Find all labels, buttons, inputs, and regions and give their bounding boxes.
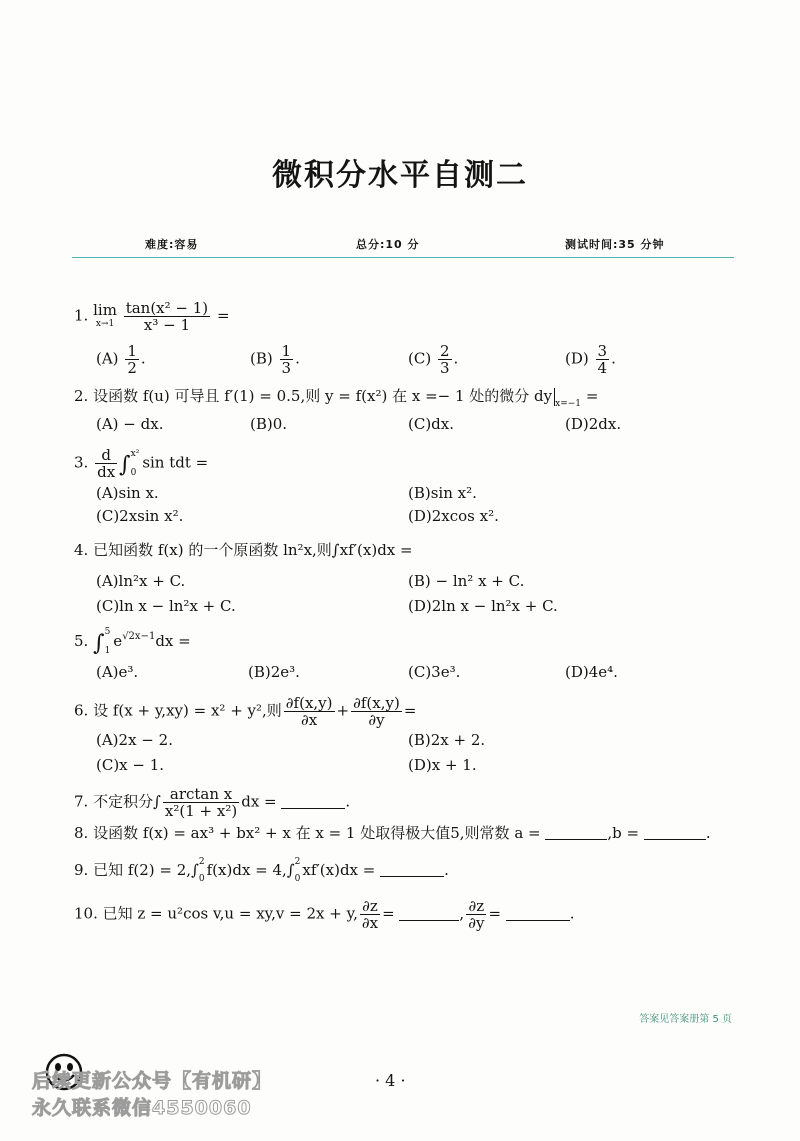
period: . [345,792,351,811]
question-5 [74,627,191,657]
period: . [140,349,146,368]
exponent: √2x−1 [122,631,156,642]
upper-limit: x² [130,448,140,459]
upper-limit: 5 [104,627,111,637]
differential: dx = [155,632,191,650]
base-e: e [113,632,123,650]
equals: = [216,306,230,325]
denominator: 3 [281,359,292,377]
plus: + [336,701,350,720]
numerator: 2 [439,342,450,360]
question-1 [74,300,230,333]
test-time-label: 测试时间:35 分钟 [565,238,665,251]
numerator: d [95,447,117,464]
question-text: 7. 不定积分∫ [74,792,161,811]
evaluation-subscript: x=−1 [555,399,582,409]
question-3 [74,447,208,480]
option-label: (A) [96,349,119,368]
question-text: f(x)dx = 4,∫ [206,861,295,879]
upper-limit: 2 [198,857,205,867]
limit-subscript: x→1 [95,318,115,329]
option-b: (B) − ln² x + C. [408,572,525,590]
option-a: (A)ln²x + C. [96,572,186,590]
numerator: arctan x [163,786,239,803]
equals: = [488,904,502,923]
denominator: 4 [597,359,608,377]
page-title: 微积分水平自测二 [272,158,528,193]
question-2 [74,387,598,413]
option-d [565,343,616,376]
option-c: (C)3e³. [408,663,461,681]
lower-limit: 1 [104,646,111,656]
period: . [444,861,449,879]
option-d: (D)2dx. [565,415,622,433]
option-a [96,343,146,376]
numerator: ∂f(x,y) [285,694,333,712]
page-number: · 4 · [375,1071,406,1090]
question-text: 8. 设函数 f(x) = ax³ + bx² + x 在 x = 1 处取得极大值5,则常数 a = [74,824,541,842]
denominator: x³ − 1 [143,316,190,334]
numerator: 1 [127,342,137,360]
option-c [408,343,458,376]
equals: = [382,904,395,923]
period: . [453,349,459,368]
option-b: (B)0. [250,415,288,433]
question-text: 10. 已知 z = u²cos v,u = xy,v = 2x + y, [74,904,358,923]
denominator: x²(1 + x²) [164,802,238,820]
option-c: (C)2xsin x². [96,507,184,525]
denominator: ∂x [361,914,379,932]
option-b: (B)sin x². [408,484,477,502]
question-text: 2. 设函数 f(u) 可导且 f′(1) = 0.5,则 y = f(x²) 在 x =− 1 处的微分 dy [74,387,553,405]
period: . [569,904,575,923]
denominator: ∂y [368,711,385,729]
total-score-label: 总分:10 分 [356,238,420,251]
denominator: dx [97,463,116,481]
question-text: 9. 已知 f(2) = 2,∫ [74,861,199,879]
numerator: 3 [597,342,608,360]
header-divider [72,257,734,258]
difficulty-label: 难度:容易 [145,238,199,251]
question-number: 1. [74,306,89,325]
option-a: (A)e³. [96,663,139,681]
option-b: (B)2e³. [248,663,300,681]
answer-blank-dzdy[interactable] [506,920,570,921]
integral-sign: ∫ [93,631,105,656]
question-number: 5. [74,632,89,650]
integrand: sin tdt = [142,453,209,472]
option-d: (D)2ln x − ln²x + C. [408,597,558,615]
watermark-line-2: 永久联系微信4550060 [32,1097,252,1119]
comma: , [459,904,465,923]
option-c: (C)dx. [408,415,455,433]
option-c: (C)ln x − ln²x + C. [96,597,236,615]
denominator: 2 [127,359,137,377]
numerator: tan(x² − 1) [125,299,209,317]
option-c: (C)x − 1. [96,756,165,774]
answer-blank-a[interactable] [545,839,607,840]
integral-sign: ∫ [119,452,131,478]
numerator: 1 [281,342,292,360]
lower-limit: 0 [294,874,301,884]
option-a: (A)sin x. [96,484,159,502]
question-9 [74,857,449,885]
question-6 [74,695,416,728]
denominator: ∂y [468,914,485,932]
numerator: ∂z [466,898,486,915]
answer-blank-dzdx[interactable] [399,920,459,921]
numerator: ∂f(x,y) [353,694,400,712]
question-text: xf′(x)dx = [302,861,376,879]
question-text: ,b = [607,824,640,842]
answer-reference-note: 答案见答案册第 5 页 [639,1014,732,1025]
answer-blank-b[interactable] [644,839,706,840]
fraction [124,300,210,333]
option-d: (D)4e⁴. [565,663,618,681]
option-d: (D)2xcos x². [408,507,499,525]
upper-limit: 2 [294,857,301,867]
option-b: (B)2x + 2. [408,731,486,749]
option-d: (D)x + 1. [408,756,477,774]
limit [93,300,117,331]
watermark-line-1: 后续更新公众号【有机研】 [32,1070,273,1092]
period: . [705,824,711,842]
answer-blank[interactable] [380,876,444,877]
option-label: (B) [250,349,273,368]
option-label: (C) [408,349,432,368]
differential: dx = [241,792,277,811]
option-a: (A)2x − 2. [96,731,173,749]
denominator: 3 [439,359,450,377]
question-10 [74,898,575,931]
question-7 [74,786,350,819]
equals: = [403,701,417,720]
option-b [250,343,300,376]
equals: = [585,387,599,405]
question-4: 4. 已知函数 f(x) 的一个原函数 ln²x,则∫xf′(x)dx = [74,541,413,559]
denominator: ∂x [301,711,318,729]
answer-blank[interactable] [281,808,345,809]
lower-limit: 0 [198,874,205,884]
limit-label: lim [93,300,117,319]
question-number: 3. [74,453,89,472]
lower-limit: 0 [130,467,137,478]
numerator: ∂z [360,898,380,915]
question-text: 6. 设 f(x + y,xy) = x² + y²,则 [74,701,282,720]
option-a: (A) − dx. [96,415,164,433]
question-8 [74,824,711,842]
period: . [295,349,300,368]
period: . [611,349,616,368]
option-label: (D) [565,349,589,368]
